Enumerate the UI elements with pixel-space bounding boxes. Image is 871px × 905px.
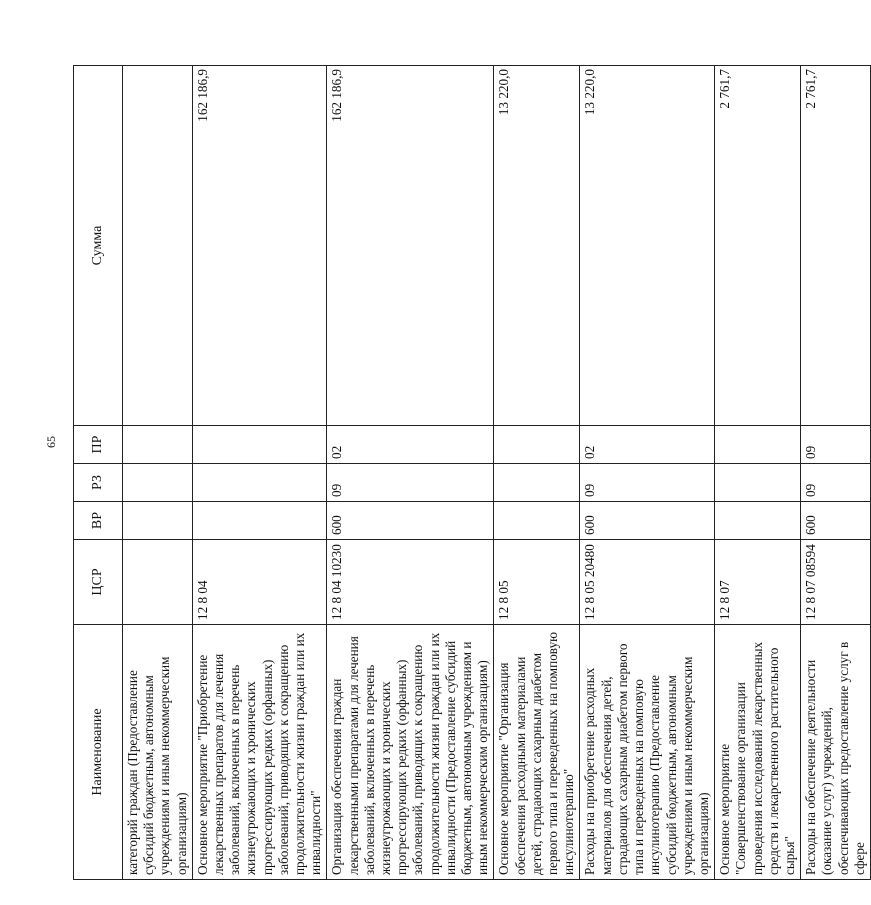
row-pr: 02 bbox=[580, 426, 715, 464]
row-name: Расходы на обеспечение деятельности (оказание услуг) учреждений, обеспечивающих предоставление услуг в сфере bbox=[801, 625, 871, 880]
row-pr bbox=[715, 426, 801, 464]
row-vr: 600 bbox=[801, 502, 871, 540]
row-sum: 13 220,0 bbox=[494, 66, 580, 426]
row-rz bbox=[494, 464, 580, 502]
row-name: категорий граждан (Предоставление субсидий бюджетным, автономным учреждениям и иным некоммерческим организациям) bbox=[123, 625, 193, 880]
table-row bbox=[801, 66, 871, 880]
table-row bbox=[715, 66, 801, 880]
row-name: Расходы на приобретение расходных материалов для обеспечения детей, страдающих сахарным диабетом первого типа и переведенных на помповую инсулинотерапию (Предоставление субсидий бюджетным, автономным учреждениям и иным некоммерческим организациям) bbox=[580, 625, 715, 880]
header-csr: ЦСР bbox=[74, 540, 123, 625]
row-pr bbox=[192, 426, 327, 464]
header-name: Наименование bbox=[74, 625, 123, 880]
header-sum: Сумма bbox=[74, 66, 123, 426]
header-rz: РЗ bbox=[74, 464, 123, 502]
row-name: Организация обеспечения граждан лекарственными препаратами для лечения заболеваний, включенных в перечень жизнеугрожающих и хронических прогрессирующих редких (орфанных) заболеваний, приводящих к сокращению продолжительности жизни граждан или их инвалидности (Предоставление субсидий бюджетным, автономным учреждениям и иным некоммерческим организациям) bbox=[327, 625, 494, 880]
row-pr: 09 bbox=[801, 426, 871, 464]
row-csr bbox=[123, 540, 193, 625]
budget-table bbox=[73, 65, 871, 880]
row-rz: 09 bbox=[580, 464, 715, 502]
row-name: Основное мероприятие "Совершенствование организации проведения исследований лекарственных средств и лекарственного растительного сырья" bbox=[715, 625, 801, 880]
row-sum: 162 186,9 bbox=[192, 66, 327, 426]
row-csr: 12 8 05 bbox=[494, 540, 580, 625]
row-rz: 09 bbox=[801, 464, 871, 502]
row-csr: 12 8 04 bbox=[192, 540, 327, 625]
row-name: Основное мероприятие "Организация обеспечения расходными материалами детей, страдающих сахарным диабетом первого типа и переведенных на помповую инсулинотерапию" bbox=[494, 625, 580, 880]
table-row bbox=[192, 66, 327, 880]
row-vr: 600 bbox=[327, 502, 494, 540]
row-csr: 12 8 07 bbox=[715, 540, 801, 625]
row-vr bbox=[192, 502, 327, 540]
row-csr: 12 8 07 08594 bbox=[801, 540, 871, 625]
row-pr bbox=[123, 426, 193, 464]
row-vr bbox=[123, 502, 193, 540]
row-pr: 02 bbox=[327, 426, 494, 464]
row-rz bbox=[715, 464, 801, 502]
row-sum bbox=[123, 66, 193, 426]
row-sum: 2 761,7 bbox=[801, 66, 871, 426]
row-vr bbox=[715, 502, 801, 540]
row-sum: 2 761,7 bbox=[715, 66, 801, 426]
rotated-page bbox=[73, 65, 867, 880]
page-number: 65 bbox=[44, 436, 58, 448]
row-pr bbox=[494, 426, 580, 464]
header-pr: ПР bbox=[74, 426, 123, 464]
row-rz: 09 bbox=[327, 464, 494, 502]
row-sum: 13 220,0 bbox=[580, 66, 715, 426]
table-row bbox=[494, 66, 580, 880]
table-row bbox=[580, 66, 715, 880]
table-header-row bbox=[74, 66, 123, 880]
row-csr: 12 8 04 10230 bbox=[327, 540, 494, 625]
row-sum: 162 186,9 bbox=[327, 66, 494, 426]
row-vr bbox=[494, 502, 580, 540]
row-csr: 12 8 05 20480 bbox=[580, 540, 715, 625]
row-rz bbox=[192, 464, 327, 502]
table-row bbox=[123, 66, 193, 880]
table-row bbox=[327, 66, 494, 880]
row-name: Основное мероприятие "Приобретение лекарственных препаратов для лечения заболеваний, включенных в перечень жизнеугрожающих и хронических прогрессирующих редких (орфанных) заболеваний, приводящих к сокращению продолжительности жизни граждан или их инвалидности" bbox=[192, 625, 327, 880]
row-vr: 600 bbox=[580, 502, 715, 540]
row-rz bbox=[123, 464, 193, 502]
header-vr: ВР bbox=[74, 502, 123, 540]
